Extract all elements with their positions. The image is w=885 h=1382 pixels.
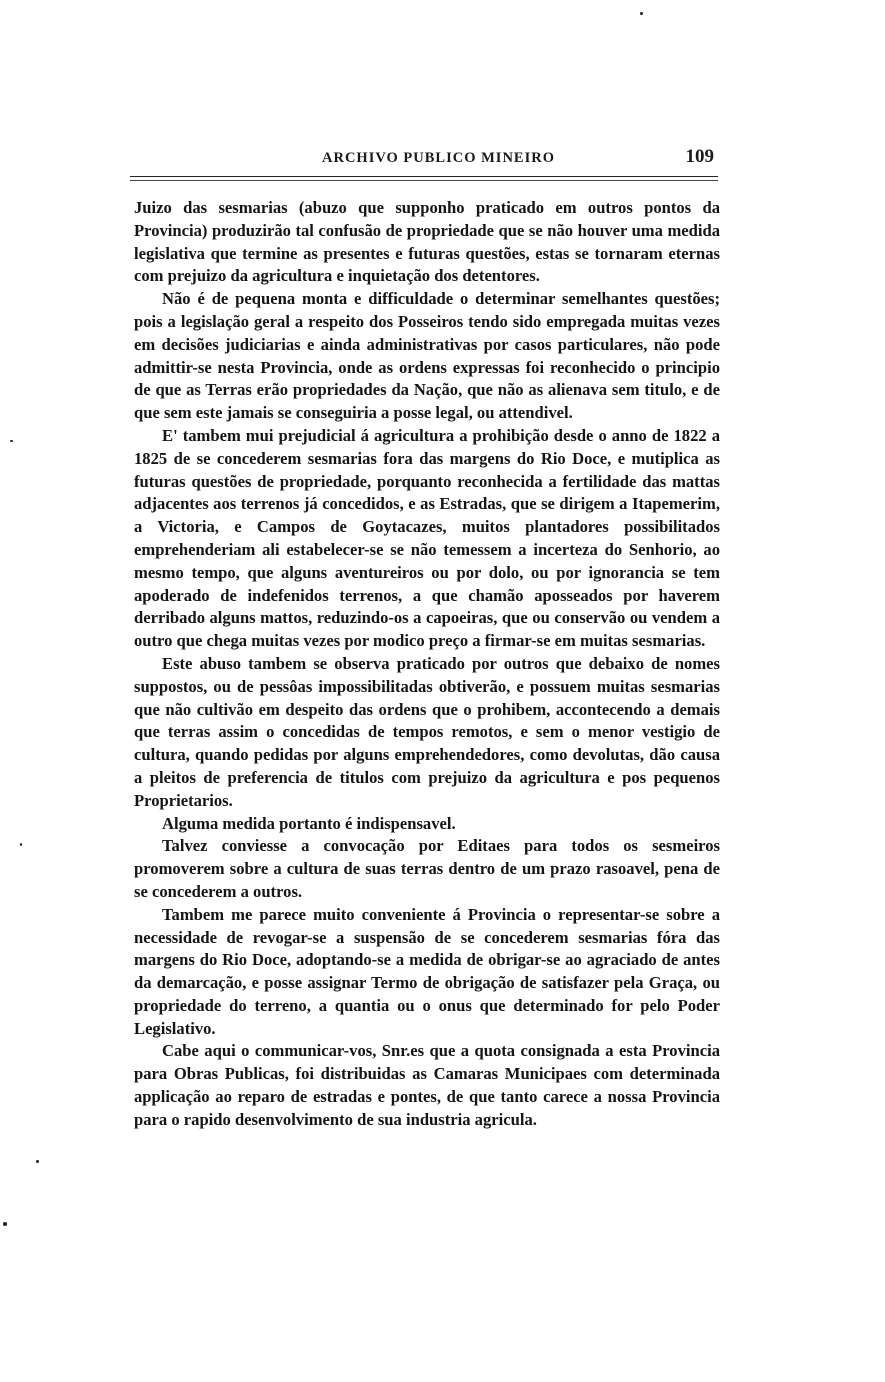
paragraph-1: Juizo das sesmarias (abuzo que supponho praticado em outros pontos da Provincia) produzirão tal confusão de propriedade que se não houver uma medida legislativa que termine as presentes e futuras questões, estas se tornaram eternas com prejuizo da agricultura e inquietação dos detentores. xyxy=(134,198,720,286)
paragraph-3: E' tambem mui prejudicial á agricultura a prohibição desde o anno de 1822 a 1825 de se concederem sesmarias fora das margens do Rio Doce, e mutiplica as futuras questões de propriedade, porquanto reconhecida a fertilidade das mattas adjacentes aos terrenos já concedidos, e as Estradas, que se dirigem a Itapemerim, a Victoria, e Campos de Goytacazes, muitos plantadores possibilitados emprehenderiam ali estabelecer-se se não temessem a incerteza do Senhorio, ao mesmo tempo, que alguns aventureiros ou por dolo, ou por ignorancia se tem apoderado de indefenidos terrenos, a que chamão aposseados por haverem derribado alguns mattos, reduzindo-os a capoeiras, que ou conservão ou vendem a outro que chega muitas vezes por modico preço a firmar-se em muitas sesmarias. xyxy=(134,425,720,651)
page-header xyxy=(132,146,718,172)
paragraph-8: Cabe aqui o communicar-vos, Snr.es que a quota consignada a esta Provincia para Obras Publicas, foi distribuidas as Camaras Municipaes com determinada applicação ao reparo de estradas e pontes, de que tanto carece a nossa Provincia para o rapido desenvolvimento de sua industria agricula. xyxy=(134,1041,720,1129)
scan-speck xyxy=(36,1160,39,1163)
running-title: ARCHIVO PUBLICO MINEIRO xyxy=(322,150,555,166)
body-text xyxy=(134,197,720,1132)
paragraph-7: Tambem me parece muito conveniente á Provincia o representar-se sobre a necessidade de revogar-se a suspensão de se concederem sesmarias fóra das margens do Rio Doce, adoptando-se a medida de obrigar-se ao agraciado de antes da demarcação, e posse assignar Termo de obrigação de satisfazer pela Graça, ou propriedade do terreno, a quantia ou o onus que determinado for pelo Poder Legislativo. xyxy=(134,904,720,1038)
scan-speck xyxy=(10,440,13,442)
scan-speck xyxy=(640,12,643,15)
header-rule-secondary xyxy=(130,180,718,181)
scan-speck xyxy=(3,1222,7,1226)
paragraph-6: Talvez conviesse a convocação por Editaes para todos os sesmeiros promoverem sobre a cultura de suas terras dentro de um prazo rasoavel, pena de se concederem a outros. xyxy=(134,836,720,901)
paragraph-2: Não é de pequena monta e difficuldade o determinar semelhantes questões; pois a legislação geral a respeito dos Posseiros tendo sido empregada muitas vezes em decisões judiciarias e ainda administrativas por casos particulares, não pode admittir-se nesta Provincia, onde as ordens expressas foi reconhecido o principio de que as Terras erão propriedades da Nação, que não as alienava sem titulo, e de que sem este jamais se conseguiria a posse legal, ou attendivel. xyxy=(134,289,720,423)
paragraph-5: Alguma medida portanto é indispensavel. xyxy=(162,813,456,833)
scan-speck xyxy=(20,843,22,846)
page-number: 109 xyxy=(685,146,714,167)
paragraph-4: Este abuso tambem se observa praticado por outros que debaixo de nomes suppostos, ou de pessôas impossibilitadas obtiverão, e possuem muitas sesmarias que não cultivão em despeito das ordens que o prohibem, accontecendo a demais que terras assim o concedidas de tempos remotos, e sem o menor vestigio de cultura, quando pedidas por alguns emprehendedores, como devolutas, dão causa a pleitos de preferencia de titulos com prejuizo da agricultura e pos pequenos Proprietarios. xyxy=(134,653,720,810)
header-rule xyxy=(130,176,718,177)
